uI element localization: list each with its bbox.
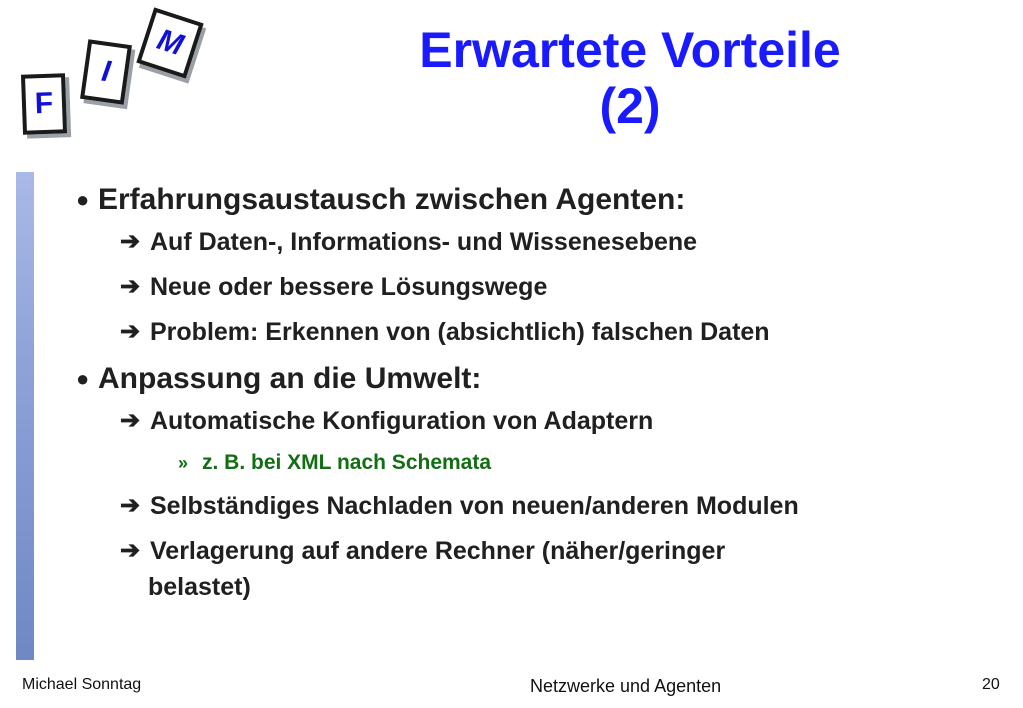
bullet-item	[68, 180, 1008, 220]
bullet-dot-icon: ●	[76, 366, 90, 391]
logo-letter-m: M	[136, 7, 203, 78]
arrow-icon: ➔	[120, 537, 141, 564]
decorative-side-bar	[16, 172, 34, 660]
slide-content	[68, 180, 1008, 614]
sub-bullet-continuation	[68, 569, 1008, 605]
sub-bullet-text: Automatische Konfiguration von Adaptern	[150, 407, 654, 435]
footer-author: Michael Sonntag	[22, 676, 142, 693]
sub-bullet-item	[68, 314, 1008, 350]
bullet-dot-icon: ●	[76, 187, 90, 212]
sub-bullet-text: Verlagerung auf andere Rechner (näher/geringer	[150, 537, 726, 565]
title-line-1: Erwartete Vorteile	[419, 22, 841, 78]
arrow-icon: ➔	[120, 318, 141, 345]
title-line-2: (2)	[599, 78, 661, 134]
slide-title	[250, 22, 1010, 134]
sub-bullet-text: belastet)	[148, 573, 251, 601]
sub-bullet-text: Problem: Erkennen von (absichtlich) falschen Daten	[150, 318, 770, 346]
sub-bullet-text: Neue oder bessere Lösungswege	[150, 273, 548, 301]
bullet-text: Anpassung an die Umwelt:	[98, 362, 482, 395]
arrow-icon: ➔	[120, 492, 141, 519]
sub-sub-bullet-item	[68, 448, 1008, 478]
arrow-icon: ➔	[120, 228, 141, 255]
bullet-text: Erfahrungsaustausch zwischen Agenten:	[98, 183, 686, 216]
sub-bullet-text: Auf Daten-, Informations- und Wissenesebene	[150, 228, 698, 256]
arrow-icon: ➔	[120, 273, 141, 300]
sub-bullet-item	[68, 403, 1008, 439]
sub-bullet-item	[68, 533, 1008, 569]
sub-bullet-text: Selbständiges Nachladen von neuen/anderen Modulen	[150, 492, 799, 520]
footer-course: Netzwerke und Agenten	[530, 676, 722, 696]
sub-bullet-item	[68, 488, 1008, 524]
bullet-item	[68, 359, 1008, 399]
chevron-icon: »	[178, 453, 189, 473]
sub-sub-bullet-text: z. B. bei XML nach Schemata	[202, 451, 492, 474]
sub-bullet-item	[68, 269, 1008, 305]
logo-letter-i: I	[80, 39, 132, 105]
arrow-icon: ➔	[120, 407, 141, 434]
sub-bullet-item	[68, 224, 1008, 260]
logo-letter-f: F	[21, 73, 67, 134]
fim-logo	[18, 8, 218, 138]
footer-page-number: 20	[982, 676, 1000, 693]
